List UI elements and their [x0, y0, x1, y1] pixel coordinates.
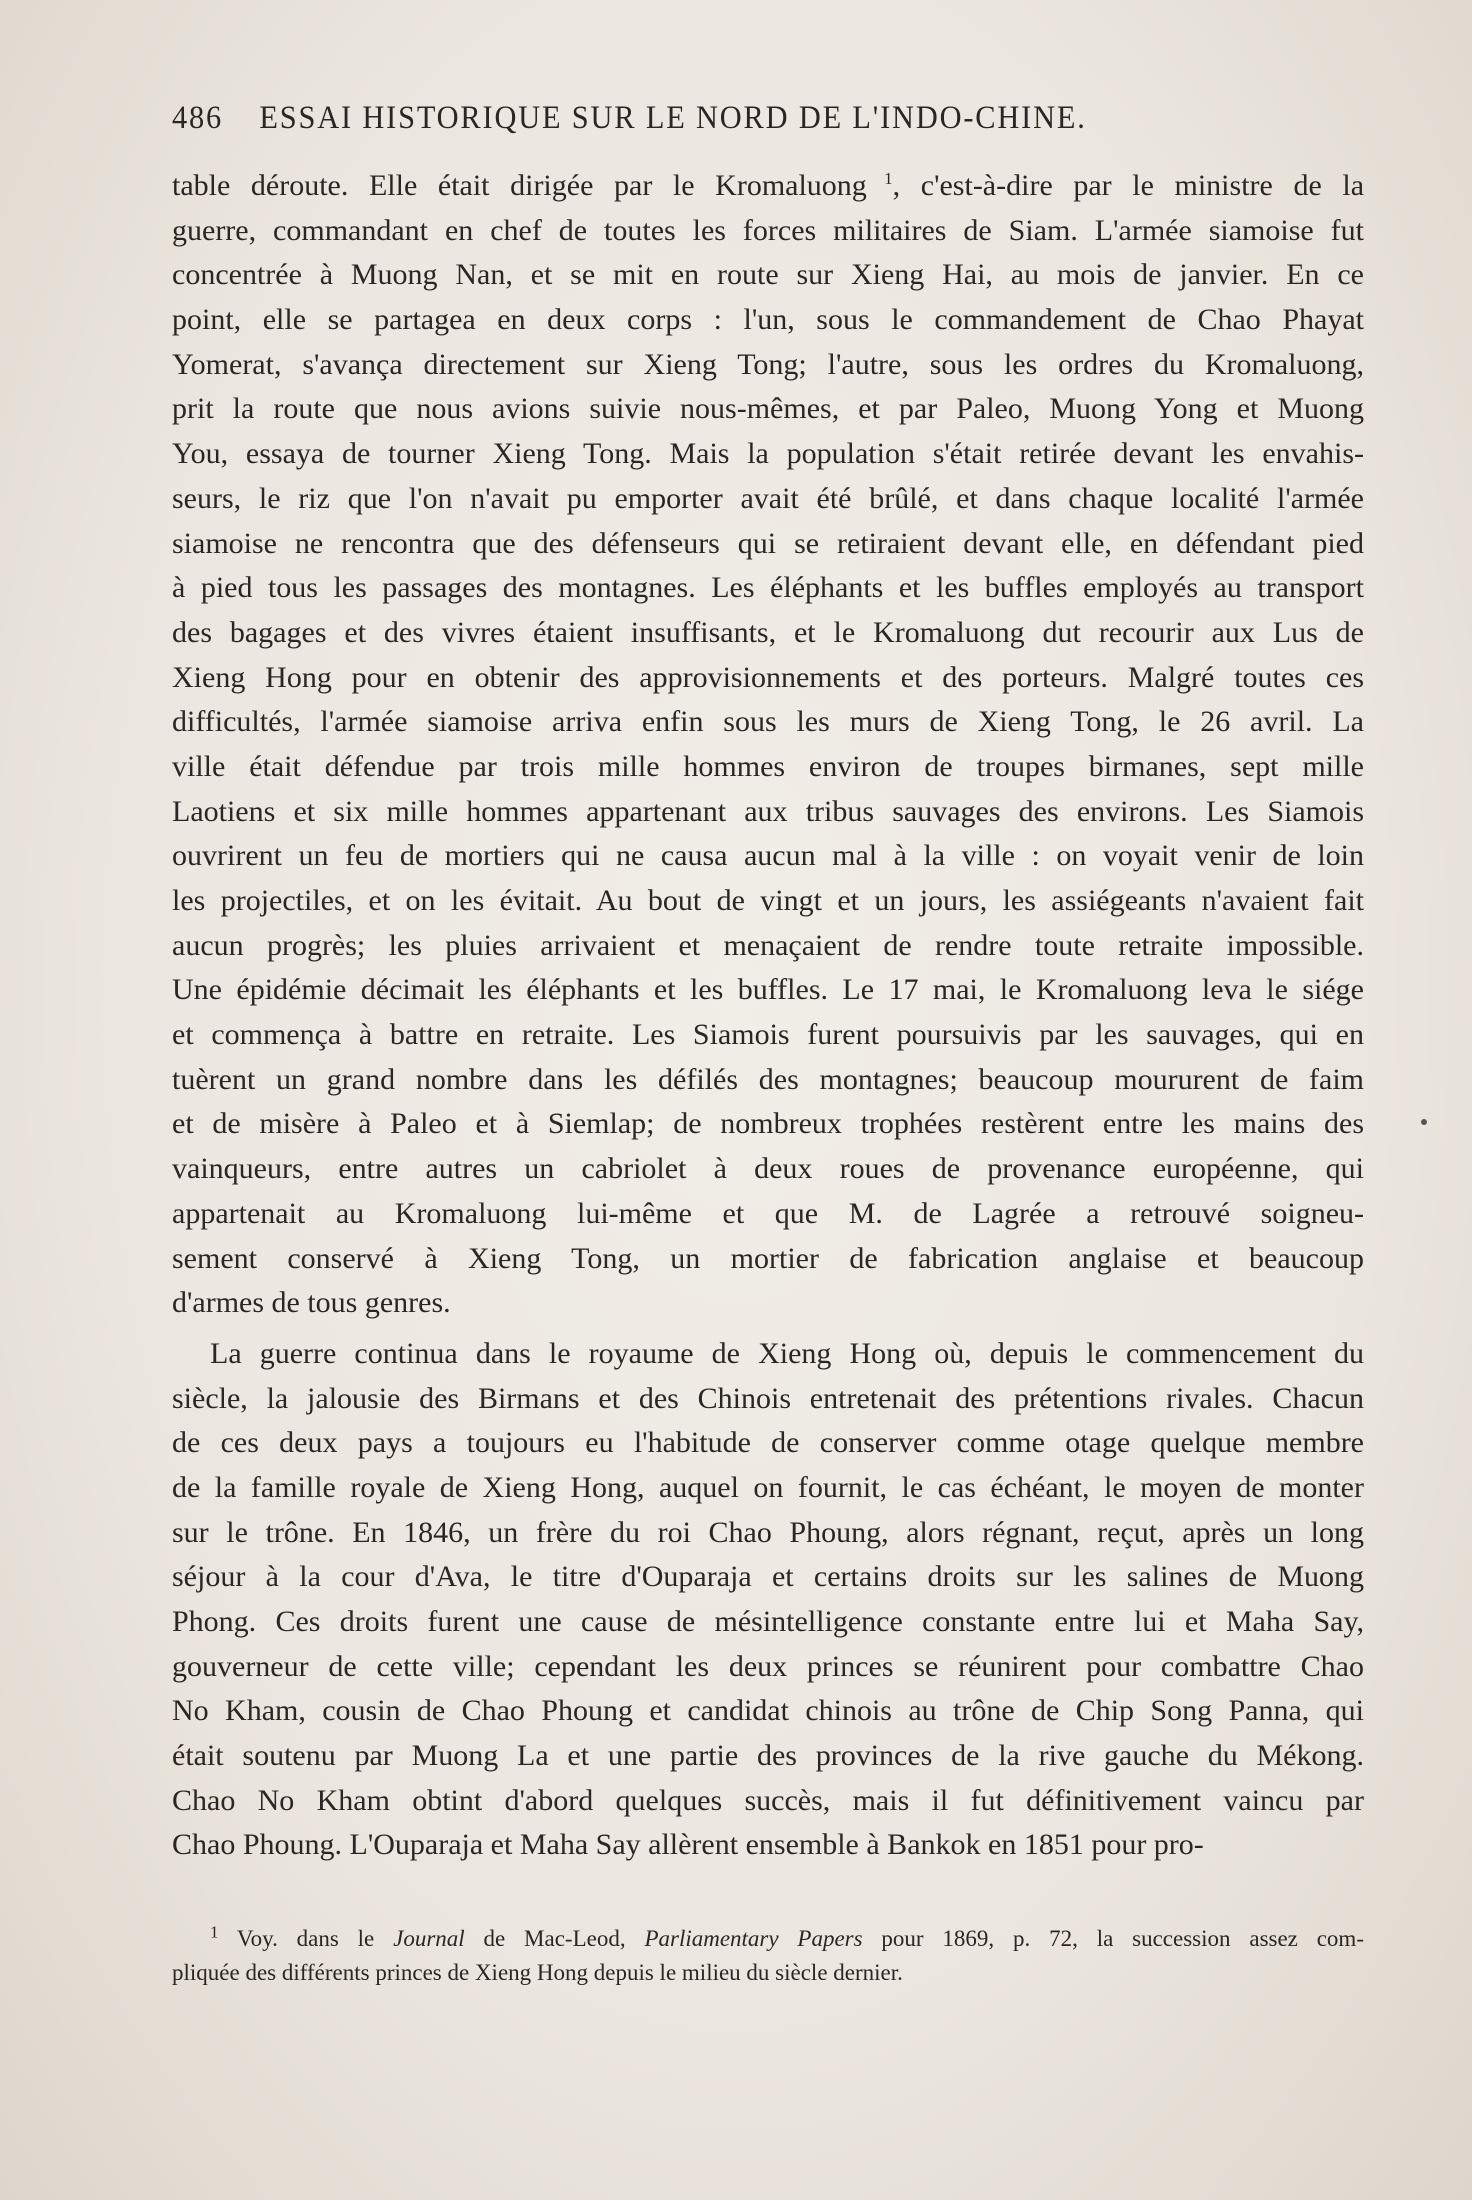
text-line: Xieng Hong pour en obtenir des approvisionnements et des porteurs. Malgré toutes ces — [172, 660, 1364, 694]
text-line: séjour à la cour d'Ava, le titre d'Ouparaja et certains droits sur les salines de Muong — [172, 1560, 1364, 1594]
text-line: difficultés, l'armée siamoise arriva enfin sous les murs de Xieng Tong, le 26 avril. La — [172, 705, 1364, 739]
text-line: Chao Phoung. L'Ouparaja et Maha Say allèrent ensemble à Bankok en 1851 pour pro- — [172, 1828, 1204, 1862]
text-line: Chao No Kham obtint d'abord quelques succès, mais il fut définitivement vaincu par — [172, 1783, 1364, 1817]
text-line: No Kham, cousin de Chao Phoung et candidat chinois au trône de Chip Song Panna, qui — [172, 1694, 1364, 1728]
text-line: concentrée à Muong Nan, et se mit en route sur Xieng Hai, au mois de janvier. En ce — [172, 258, 1364, 292]
text-line: sement conservé à Xieng Tong, un mortier de fabrication anglaise et beaucoup — [172, 1241, 1364, 1275]
text-line: Phong. Ces droits furent une cause de mésintelligence constante entre lui et Maha Say, — [172, 1605, 1364, 1638]
text-line: siamoise ne rencontra que des défenseurs qui se retiraient devant elle, en défendant pied — [172, 526, 1364, 560]
text-line: Une épidémie décimait les éléphants et les buffles. Le 17 mai, le Kromaluong leva le siége — [172, 973, 1364, 1007]
page-number: 486 — [172, 100, 224, 136]
text-line: siècle, la jalousie des Birmans et des Chinois entretenait des prétentions rivales. Chacun — [172, 1381, 1364, 1415]
text-line: appartenait au Kromaluong lui-même et que M. de Lagrée a retrouvé soigneu- — [172, 1196, 1364, 1230]
main-text — [172, 164, 1364, 1868]
text-line: était soutenu par Muong La et une partie des provinces de la rive gauche du Mékong. — [172, 1739, 1364, 1773]
text-line: Yomerat, s'avança directement sur Xieng Tong; l'autre, sous les ordres du Kromaluong, — [172, 347, 1364, 381]
print-speck — [1421, 1119, 1427, 1125]
footnote-line — [172, 1922, 1364, 1956]
text-line: You, essaya de tourner Xieng Tong. Mais la population s'était retirée devant les envahis- — [172, 437, 1364, 471]
text-line: gouverneur de cette ville; cependant les deux princes se réunirent pour combattre Chao — [172, 1649, 1364, 1683]
text-line: aucun progrès; les pluies arrivaient et menaçaient de rendre toute retraite impossible. — [172, 928, 1364, 962]
paragraph-2 — [172, 1332, 1364, 1868]
text-line: prit la route que nous avions suivie nous-mêmes, et par Paleo, Muong Yong et Muong — [172, 392, 1364, 426]
text-line: d'armes de tous genres. — [172, 1286, 451, 1320]
text-line: seurs, le riz que l'on n'avait pu emporter avait été brûlé, et dans chaque localité l'armée — [172, 481, 1364, 515]
footnote-italic: Journal — [393, 1926, 465, 1951]
text-line: Laotiens et six mille hommes appartenant aux tribus sauvages des environs. Les Siamois — [172, 794, 1364, 828]
text-line: à pied tous les passages des montagnes. Les éléphants et les buffles employés au transport — [172, 571, 1364, 605]
footnote-text: Voy. dans le — [218, 1926, 394, 1951]
running-title: ESSAI HISTORIQUE SUR LE NORD DE L'INDO-CHINE. — [259, 100, 1087, 136]
text-line: et de misère à Paleo et à Siemlap; de nombreux trophées restèrent entre les mains des — [172, 1107, 1364, 1141]
text-line: de la famille royale de Xieng Hong, auquel on fournit, le cas échéant, le moyen de monter — [172, 1470, 1364, 1504]
text-line: tuèrent un grand nombre dans les défilés des montagnes; beaucoup moururent de faim — [172, 1062, 1364, 1096]
text-line: des bagages et des vivres étaient insuffisants, et le Kromaluong dut recourir aux Lus de — [172, 615, 1364, 649]
footnote-italic: Parliamentary Papers — [644, 1926, 863, 1951]
footnote — [172, 1922, 1364, 1990]
paragraph-1 — [172, 164, 1364, 1326]
text-line: de ces deux pays a toujours eu l'habitude de conserver comme otage quelque membre — [172, 1426, 1364, 1460]
text-line-tail: , c'est-à-dire par le ministre de la — [892, 169, 1365, 202]
text-line: sur le trône. En 1846, un frère du roi Chao Phoung, alors régnant, reçut, après un long — [172, 1515, 1364, 1549]
text-line: guerre, commandant en chef de toutes les forces militaires de Siam. L'armée siamoise fut — [172, 213, 1364, 247]
footnote-text: de Mac-Leod, — [464, 1926, 645, 1951]
footnote-reference: 1 — [866, 169, 893, 188]
running-header — [172, 100, 1166, 137]
text-line: ville était défendue par trois mille hommes environ de troupes birmanes, sept mille — [172, 749, 1364, 783]
text-line: table déroute. Elle était dirigée par le Kromaluong $^1$, c'est-à-dire par le ministre de la — [172, 169, 1365, 202]
text-line: et commença à battre en retraite. Les Siamois furent poursuivis par les sauvages, qui en — [172, 1018, 1364, 1052]
footnote-text: pour 1869, p. 72, la succession assez com- — [862, 1926, 1364, 1951]
text-line: ouvrirent un feu de mortiers qui ne causa aucun mal à la ville : on voyait venir de loin — [172, 839, 1364, 873]
footnote-marker: 1 — [210, 1922, 219, 1942]
footnote-line: pliquée des différents princes de Xieng Hong depuis le milieu du siècle dernier. — [172, 1960, 903, 1985]
text-line: La guerre continua dans le royaume de Xieng Hong où, depuis le commencement du — [210, 1336, 1364, 1370]
text-line: vainqueurs, entre autres un cabriolet à deux roues de provenance européenne, qui — [172, 1152, 1364, 1186]
text-line: les projectiles, et on les évitait. Au bout de vingt et un jours, les assiégeants n'avaient fait — [172, 884, 1364, 917]
text-line: point, elle se partagea en deux corps : l'un, sous le commandement de Chao Phayat — [172, 303, 1364, 337]
